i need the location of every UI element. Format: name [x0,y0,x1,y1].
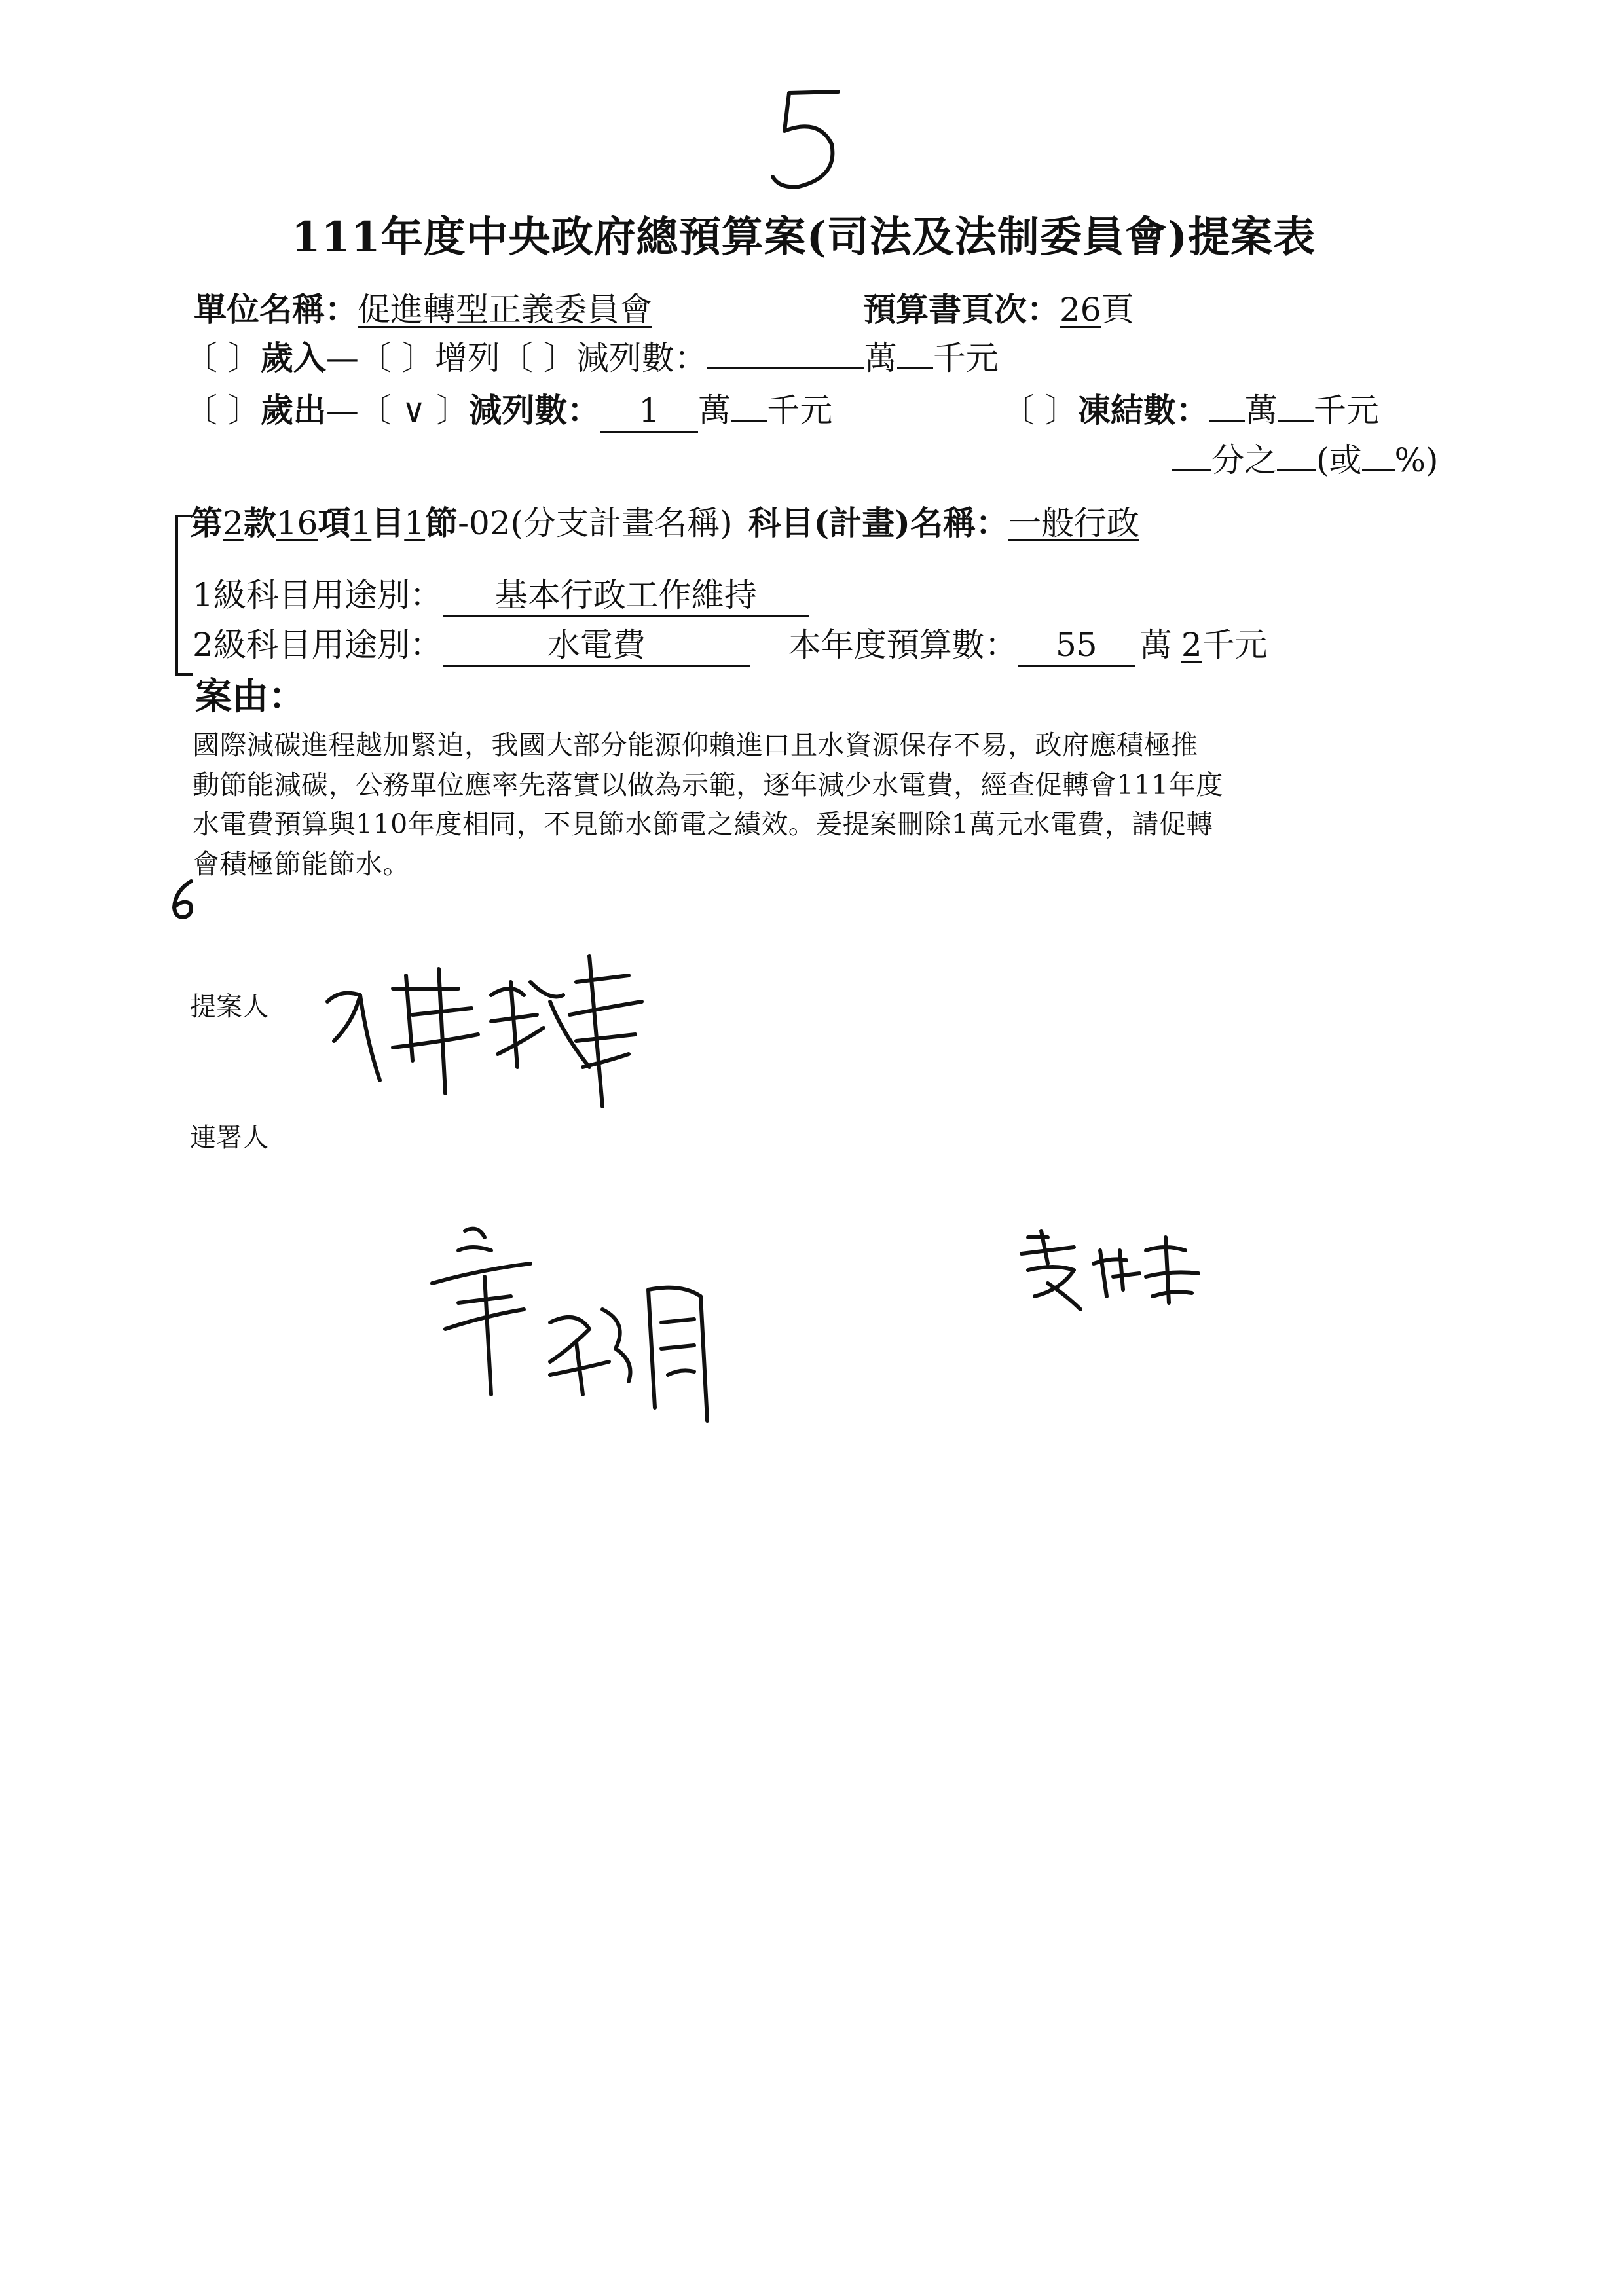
cosigner-signature-2 [1008,1224,1205,1316]
reason-title: 案由： [195,675,305,718]
expense-checkbox: 〔 〕 [185,392,261,429]
freeze-qian-label: 千元 [1313,392,1379,429]
level2-qian-label: 千元 [1202,626,1268,664]
expense-qian-blank [731,420,767,422]
item-mu-label: 目 [371,503,405,542]
freeze-denominator-blank [1172,469,1211,471]
cosigner-label: 連署人 [190,1123,268,1153]
revenue-qian-blank [897,367,933,369]
budget-page-suffix: 頁 [1101,291,1134,329]
budget-page-row [863,287,1134,333]
reason-line: 動節能減碳，公務單位應率先落實以做為示範，逐年減少水電費，經查促轉會111年度 [193,769,1223,801]
revenue-reduce-checkbox: 〔 〕 [500,339,576,377]
freeze-wan-blank [1209,420,1245,422]
freeze-row [1002,388,1379,433]
item-jie: 1 [404,504,426,542]
level2-row [193,622,1268,668]
revenue-wan-blank [707,367,864,369]
revenue-checkbox: 〔 〕 [185,339,261,377]
level2-value: 水電費 [443,625,750,667]
freeze-fraction-row [1172,437,1439,483]
item-xiang: 16 [276,504,318,542]
handwritten-side-mark [169,877,202,923]
item-kuan: 2 [223,504,244,542]
budget-page-label: 預算書頁次： [863,290,1060,329]
level1-value: 基本行政工作維持 [443,575,809,617]
cosigner-signature-1 [419,1211,733,1421]
revenue-wan-label: 萬 [864,339,897,377]
freeze-or-label: (或 [1316,441,1362,479]
item-row [190,500,1139,546]
level2-budget-qian: 2 [1181,626,1202,664]
freeze-fraction-label: 分之 [1211,441,1277,479]
revenue-dash: — [325,339,359,377]
item-mu: 1 [350,504,372,542]
item-prefix: 第 [190,503,223,542]
proposer-label: 提案人 [190,992,268,1022]
expense-row [185,388,832,433]
item-branch-note: (分支計畫名稱) [510,504,733,542]
budget-page-value: 26 [1060,291,1101,329]
expense-qian-label: 千元 [767,392,833,429]
unit-value: 促進轉型正義委員會 [358,291,652,329]
revenue-reduce-label: 減列數： [576,339,707,377]
reason-line: 水電費預算與110年度相同，不見節水節電之績效。爰提案刪除1萬元水電費，請促轉 [193,809,1213,840]
expense-dash: — [325,392,359,429]
freeze-pct-label: %) [1394,441,1439,479]
revenue-label: 歲入 [260,338,326,377]
level2-label: 2級科目用途別： [193,626,443,664]
level1-row [193,572,809,618]
item-subject-label: 科目(計畫)名稱： [748,503,1008,542]
revenue-add-checkbox: 〔 〕 [358,339,435,377]
item-xiang-label: 項 [318,503,351,542]
expense-reduce-checkbox: 〔 ∨ 〕 [358,392,470,429]
item-branch: -02 [458,504,511,542]
freeze-label: 凍結數： [1077,391,1209,429]
unit-row [194,287,652,333]
level2-budget-label: 本年度預算數： [788,626,1018,664]
reason-line: 會積極節能節水。 [193,848,410,880]
reason-line: 國際減碳進程越加緊迫，我國大部分能源仰賴進口且水資源保存不易，政府應積極推 [193,729,1198,761]
level2-budget-wan: 55 [1018,625,1135,667]
revenue-add-label: 增列 [434,339,500,377]
proposer-signature [314,943,655,1113]
item-jie-label: 節 [425,503,458,542]
expense-wan-label: 萬 [698,392,731,429]
expense-label: 歲出 [260,391,326,429]
freeze-wan-label: 萬 [1244,392,1278,429]
revenue-qian-label: 千元 [932,339,999,377]
expense-amount: 1 [600,390,698,433]
item-subject: 一般行政 [1008,504,1139,542]
level2-wan-label: 萬 [1139,626,1172,664]
reason-body [193,725,1223,884]
handwritten-page-number [760,79,851,196]
form-title: 111年度中央政府總預算案(司法及法制委員會)提案表 [291,213,1316,262]
revenue-row [185,335,999,381]
freeze-pct-blank [1362,469,1395,471]
level1-label: 1級科目用途別： [193,576,443,614]
unit-label: 單位名稱： [194,290,358,329]
freeze-checkbox: 〔 〕 [1002,392,1078,429]
expense-reduce-label: 減列數： [469,391,600,429]
freeze-numerator-blank [1277,469,1316,471]
freeze-qian-blank [1278,420,1314,422]
item-kuan-label: 款 [243,503,276,542]
